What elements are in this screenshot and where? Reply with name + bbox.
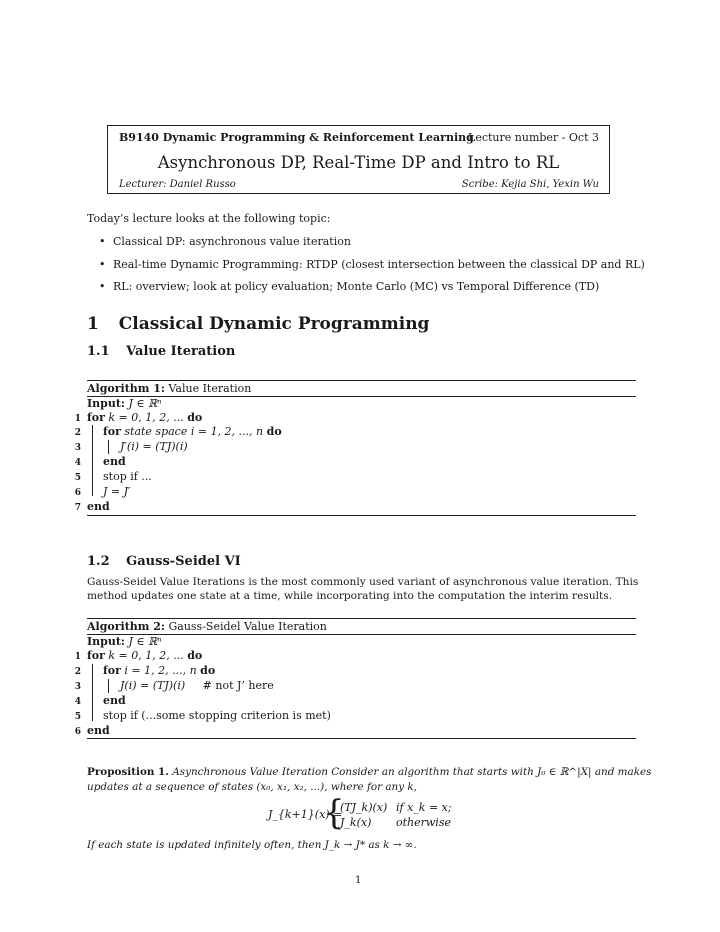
course-title: B9140 Dynamic Programming & Reinforcement Learning <box>119 131 474 144</box>
algorithm-line: stop if ... <box>103 470 152 483</box>
line-number: 3 <box>74 443 81 453</box>
algorithm-line <box>87 500 110 513</box>
lecture-header-box <box>107 125 610 194</box>
proposition-conclusion: If each state is updated infinitely often, then J_k → J* as k → ∞. <box>87 839 417 851</box>
keyword: for <box>103 425 121 438</box>
algorithm-mid-rule <box>87 634 636 635</box>
line-number: 6 <box>74 488 81 498</box>
algorithm-line: J = J′ <box>103 485 131 498</box>
bullet-icon: • <box>99 258 106 271</box>
subsection-number: 1.2 <box>87 554 110 569</box>
algorithm-line: stop if (...some stopping criterion is met) <box>103 709 331 722</box>
case-expression: J_k(x) <box>340 816 372 829</box>
line-text: state space i = 1, 2, ..., n <box>124 425 264 438</box>
line-number: 1 <box>74 652 81 662</box>
case-expression: (TJ_k)(x) <box>340 801 388 814</box>
keyword: for <box>103 664 121 677</box>
case-condition: if x_k = x; <box>396 801 452 814</box>
line-number: 6 <box>74 727 81 737</box>
lecture-number: Lecture number - Oct 3 <box>468 131 599 144</box>
block-line <box>108 440 109 454</box>
block-line <box>92 664 93 721</box>
line-number: 2 <box>74 667 81 677</box>
subsection-title: Value Iteration <box>126 344 236 359</box>
algorithm-line <box>103 455 126 468</box>
algorithm-line <box>103 694 126 707</box>
algorithm-line <box>103 425 282 438</box>
input-label: Input: <box>87 635 125 648</box>
case-condition: otherwise <box>396 816 451 829</box>
lecturer: Lecturer: Daniel Russo <box>119 179 236 190</box>
line-text: i = 1, 2, ..., n <box>124 664 197 677</box>
scribe: Scribe: Kejia Shi, Yexin Wu <box>461 179 599 190</box>
subsection-heading <box>87 554 241 569</box>
line-number: 7 <box>74 503 81 513</box>
block-line <box>92 425 93 496</box>
lecture-title: Asynchronous DP, Real-Time DP and Intro to RL <box>157 153 560 172</box>
algorithm-line <box>87 649 202 662</box>
algorithm-caption <box>87 620 327 633</box>
line-number: 5 <box>74 473 81 483</box>
keyword: do <box>200 664 216 677</box>
subsection-heading <box>87 344 235 359</box>
algorithm-bottom-rule <box>87 515 636 516</box>
input-label: Input: <box>87 397 125 410</box>
subsection-title: Gauss-Seidel VI <box>126 554 241 569</box>
line-number: 1 <box>74 414 81 424</box>
bullet-text: Real-time Dynamic Programming: RTDP (closest intersection between the classical DP and RL) <box>113 258 645 271</box>
keyword: do <box>187 649 203 662</box>
list-item <box>99 280 600 293</box>
bullet-text: Classical DP: asynchronous value iteration <box>113 235 351 248</box>
paragraph-line: method updates one state at a time, while incorporating into the computation the interim results. <box>87 590 613 602</box>
equation-lhs: J_{k+1}(x) = <box>268 808 343 821</box>
keyword: do <box>266 425 282 438</box>
keyword: for <box>87 411 105 424</box>
bullet-text: RL: overview; look at policy evaluation; Monte Carlo (MC) vs Temporal Difference (TD) <box>113 280 600 293</box>
intro-text: Today’s lecture looks at the following topic: <box>87 212 331 225</box>
bullet-icon: • <box>99 235 106 248</box>
section-heading <box>87 314 429 334</box>
line-number: 4 <box>74 697 81 707</box>
line-text: k = 0, 1, 2, ... <box>108 649 184 662</box>
keyword: for <box>87 649 105 662</box>
algorithm-name: Value Iteration <box>168 382 252 395</box>
line-number: 4 <box>74 458 81 468</box>
list-item <box>99 235 351 248</box>
page-number: 1 <box>355 875 362 886</box>
block-line <box>108 679 109 693</box>
proposition-line: updates at a sequence of states (x₀, x₁, x₂, ...), where for any k, <box>87 781 418 793</box>
algorithm-line <box>87 724 110 737</box>
subsection-number: 1.1 <box>87 344 110 359</box>
algorithm-input <box>87 635 162 648</box>
keyword: end <box>87 724 110 737</box>
algorithm-label: Algorithm 2: <box>87 620 165 633</box>
keyword: end <box>103 455 126 468</box>
proposition-line <box>87 766 652 778</box>
paragraph-line: Gauss-Seidel Value Iterations is the most commonly used variant of asynchronous value iteration. This <box>87 576 639 588</box>
line-number: 2 <box>74 428 81 438</box>
algorithm-bottom-rule <box>87 738 636 739</box>
section-title: Classical Dynamic Programming <box>118 314 430 334</box>
algorithm-input <box>87 397 162 410</box>
algorithm-line <box>103 664 215 677</box>
algorithm-line <box>87 411 202 424</box>
list-item <box>99 258 645 271</box>
left-brace: { <box>323 793 345 833</box>
line-comment: # not J’ here <box>202 679 274 692</box>
algorithm-line <box>120 679 274 692</box>
line-number: 5 <box>74 712 81 722</box>
proposition-label: Proposition 1. <box>87 766 169 778</box>
line-number: 3 <box>74 682 81 692</box>
proposition-text: Asynchronous Value Iteration Consider an algorithm that starts with J₀ ∈ ℝ^|X| and makes <box>172 766 652 778</box>
keyword: end <box>87 500 110 513</box>
line-text: J(i) = (TJ)(i) <box>120 679 186 692</box>
algorithm-mid-rule <box>87 396 636 397</box>
line-text: k = 0, 1, 2, ... <box>108 411 184 424</box>
section-number: 1 <box>87 314 99 334</box>
input-value: J ∈ ℝⁿ <box>128 397 162 410</box>
keyword: do <box>187 411 203 424</box>
keyword: end <box>103 694 126 707</box>
algorithm-name: Gauss-Seidel Value Iteration <box>168 620 327 633</box>
algorithm-caption <box>87 382 251 395</box>
bullet-icon: • <box>99 280 106 293</box>
input-value: J ∈ ℝⁿ <box>128 635 162 648</box>
algorithm-line: J′(i) = (TJ)(i) <box>120 440 188 453</box>
algorithm-label: Algorithm 1: <box>87 382 165 395</box>
